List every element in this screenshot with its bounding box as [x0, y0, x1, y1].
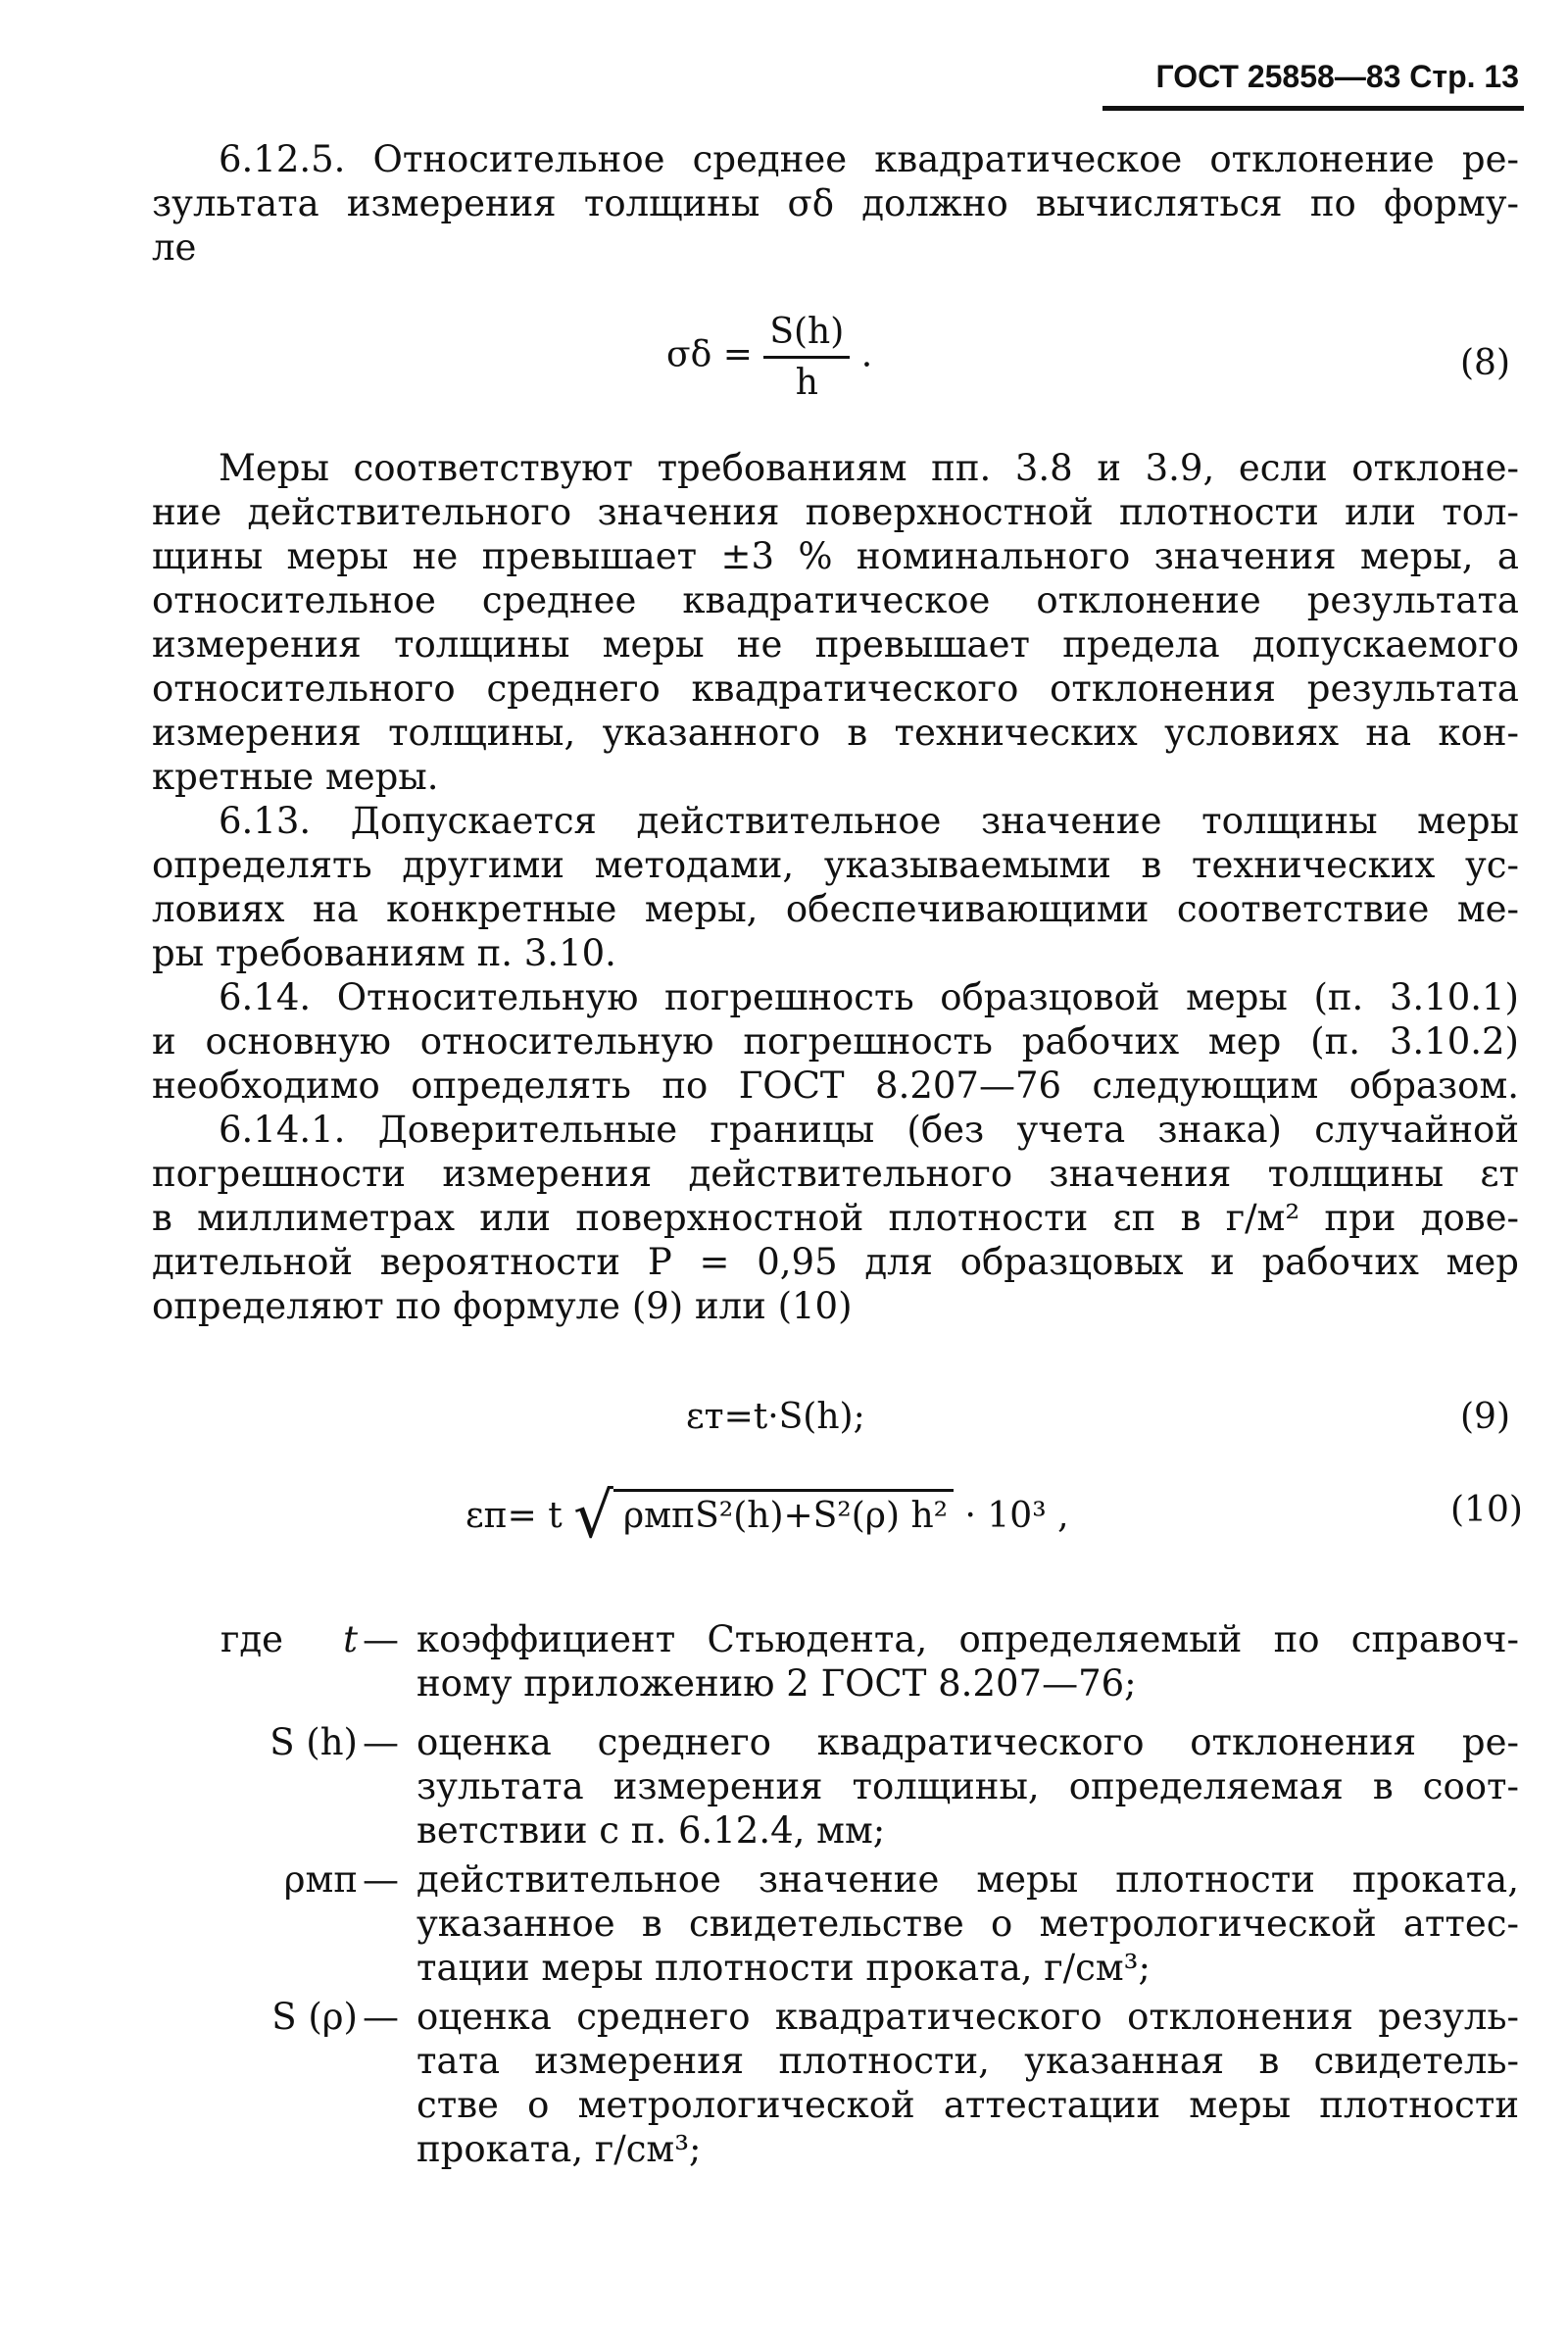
definition-term: S (h) — [270, 1721, 358, 1763]
text-line: ному приложению 2 ГОСТ 8.207—76; — [416, 1662, 1137, 1705]
definition-item — [152, 1995, 1524, 2171]
definitions-list — [152, 1608, 1524, 2170]
text-line: погрешности измерения действительного значения толщины εт — [152, 1153, 1519, 1195]
formula-9: εт=t·S(h); — [686, 1397, 865, 1437]
header-rule — [1102, 106, 1524, 111]
definition-dash: — — [363, 1996, 399, 2038]
text-line: дительной вероятности P = 0,95 для образцовых и рабочих мер — [152, 1241, 1519, 1283]
text-line: тации меры плотности проката, г/см³; — [416, 1947, 1151, 1989]
definition-item — [152, 1617, 1524, 1706]
text-line: 6.13. Допускается действительное значение толщины меры — [219, 800, 1519, 842]
definition-dash: — — [363, 1858, 399, 1901]
text-line: коэффициент Стьюдента, определяемый по справоч- — [416, 1618, 1519, 1660]
text-line: действительное значение меры плотности проката, — [416, 1858, 1519, 1901]
paragraph-6-13 — [152, 799, 1519, 975]
formula-10-radicand: ρмпS²(h)+S²(ρ) h² — [613, 1489, 954, 1536]
definition-term: ρмп — [283, 1858, 358, 1901]
text-line: относительное среднее квадратическое отклонение результата — [152, 579, 1519, 621]
text-line: щины меры не превышает ±3 % номинального значения меры, а — [152, 535, 1519, 577]
definition-item — [152, 1857, 1524, 1990]
text-line: ле — [152, 226, 197, 269]
sqrt-sign: √ — [573, 1480, 613, 1553]
definition-term: t — [343, 1618, 358, 1660]
text-line: 6.14.1. Доверительные границы (без учета знака) случайной — [219, 1109, 1519, 1151]
text-line: измерения толщины меры не превышает предела допускаемого — [152, 623, 1519, 666]
text-line: определять другими методами, указываемыми в технических ус- — [152, 844, 1519, 886]
definition-term: S (ρ) — [271, 1996, 358, 2038]
text-line: ловиях на конкретные меры, обеспечивающими соответствие ме- — [152, 888, 1519, 930]
text-line: ние действительного значения поверхностной плотности или тол- — [152, 491, 1519, 533]
text-line: оценка среднего квадратического отклонения резуль- — [416, 1996, 1519, 2038]
definition-description — [416, 1857, 1519, 1990]
where-label: где — [220, 1618, 284, 1660]
formula-10-tail: · 10³ , — [964, 1496, 1069, 1536]
definition-item — [152, 1720, 1524, 1853]
text-line: в миллиметрах или поверхностной плотности εп в г/м² при дове- — [152, 1197, 1519, 1239]
text-line: проката, г/см³; — [416, 2128, 702, 2170]
text-line: зультата измерения толщины σδ должно вычисляться по форму- — [152, 182, 1519, 224]
definition-dash: — — [363, 1618, 399, 1660]
formula-8-numerator: S(h) — [763, 312, 850, 359]
definition-dash: — — [363, 1721, 399, 1763]
formula-8-fraction — [763, 312, 850, 403]
page-header: ГОСТ 25858—83 Стр. 13 — [1155, 59, 1519, 94]
text-line: тата измерения плотности, указанная в свидетель- — [416, 2040, 1519, 2082]
formula-8 — [666, 312, 872, 403]
text-line: Меры соответствуют требованиям пп. 3.8 и 3.9, если отклоне- — [219, 447, 1519, 489]
text-line: стве о метрологической аттестации меры плотности — [416, 2084, 1519, 2126]
equation-number-9: (9) — [1460, 1397, 1510, 1437]
text-line: 6.12.5. Относительное среднее квадратическое отклонение ре- — [219, 138, 1519, 180]
formula-8-lhs: σδ = — [666, 334, 753, 375]
text-line: указанное в свидетельстве о метрологической аттес- — [416, 1903, 1519, 1945]
paragraph-6-14-1 — [152, 1108, 1519, 1328]
text-line: измерения толщины, указанного в технических условиях на кон- — [152, 712, 1519, 754]
definition-description — [416, 1720, 1519, 1853]
text-line: 6.14. Относительную погрешность образцовой меры (п. 3.10.1) — [219, 976, 1519, 1018]
text-line: ры требованиям п. 3.10. — [152, 932, 616, 974]
definition-description — [416, 1617, 1519, 1706]
text-line: ветствии с п. 6.12.4, мм; — [416, 1809, 886, 1852]
text-line: определяют по формуле (9) или (10) — [152, 1285, 853, 1327]
paragraph-measures — [152, 446, 1519, 799]
text-line: оценка среднего квадратического отклонения ре- — [416, 1721, 1519, 1763]
formula-10 — [466, 1480, 1069, 1553]
paragraph-6-14 — [152, 975, 1519, 1108]
paragraph-6-12-5 — [152, 137, 1519, 270]
text-line: и основную относительную погрешность рабочих мер (п. 3.10.2) — [152, 1020, 1519, 1063]
text-line: кретные меры. — [152, 756, 439, 798]
text-line: необходимо определять по ГОСТ 8.207—76 следующим образом. — [152, 1064, 1519, 1107]
text-line: относительного среднего квадратического отклонения результата — [152, 668, 1519, 710]
equation-number-8: (8) — [1460, 343, 1510, 383]
formula-8-denominator: h — [795, 363, 818, 403]
text-line: зультата измерения толщины, определяемая в соот- — [416, 1765, 1519, 1807]
formula-10-lhs: εп= t — [466, 1496, 563, 1536]
definition-description — [416, 1995, 1519, 2171]
equation-number-10: (10) — [1450, 1490, 1523, 1530]
formula-8-tail: . — [860, 334, 873, 375]
